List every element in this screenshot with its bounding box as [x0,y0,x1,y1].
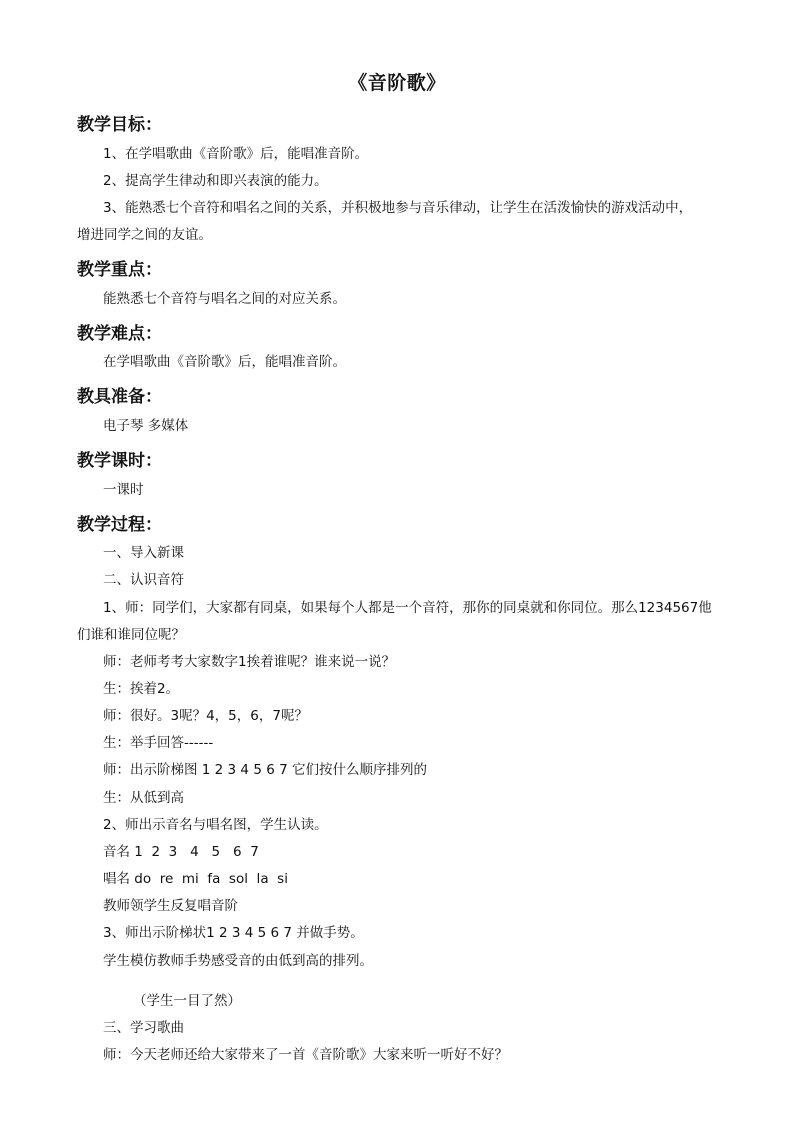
process-line: 三、学习歌曲 [103,1020,184,1036]
process-line: 生：举手回答------ [103,735,214,751]
difficulties-text: 在学唱歌曲《音阶歌》后，能唱准音阶。 [103,354,346,370]
goal-item-3: 3、能熟悉七个音符和唱名之间的关系，并积极地参与音乐律动，让学生在活泼愉快的游戏活动中， [103,200,693,216]
process-line: 3、师出示阶梯状1 2 3 4 5 6 7 并做手势。 [103,925,364,941]
process-heading: 教学过程： [77,515,162,535]
tools-heading: 教具准备： [77,387,162,407]
document-title: 《音阶歌》 [348,72,446,94]
process-line: 们谁和谁同位呢？ [77,627,185,643]
process-line: 二、认识音符 [103,572,184,588]
difficulties-heading: 教学难点： [77,324,162,344]
goal-item-2: 2、提高学生律动和即兴表演的能力。 [103,173,328,189]
process-line: 2、师出示音名与唱名图，学生认读。 [103,817,328,833]
goals-heading: 教学目标： [77,115,162,135]
process-line: 一、导入新课 [103,545,184,561]
process-line: 学生模仿教师手势感受音的由低到高的排列。 [103,953,373,969]
process-line: 师：出示阶梯图 1 2 3 4 5 6 7 它们按什么顺序排列的 [103,762,427,778]
process-line: 生：从低到高 [103,790,184,806]
process-line: 1、师：同学们，大家都有同桌，如果每个人都是一个音符，那你的同桌就和你同位。那么1234567他 [103,600,712,616]
process-line: 师：很好。3呢？4，5，6，7呢？ [103,708,308,724]
process-line: 生：挨着2。 [103,681,180,697]
key-points-text: 能熟悉七个音符与唱名之间的对应关系。 [103,291,346,307]
process-line: 师：今天老师还给大家带来了一首《音阶歌》大家来听一听好不好？ [103,1047,508,1063]
process-line: 师：老师考考大家数字1挨着谁呢？谁来说一说？ [103,654,396,670]
goal-item-3-continued: 增进同学之间的友谊。 [77,227,212,243]
key-points-heading: 教学重点： [77,260,162,280]
goal-item-1: 1、在学唱歌曲《音阶歌》后，能唱准音阶。 [103,146,369,162]
solfege-row: 唱名 do re mi fa sol la si [103,871,288,887]
tools-text: 电子琴 多媒体 [103,418,189,434]
process-line: 教师领学生反复唱音阶 [103,898,238,914]
process-line: （学生一目了然） [133,993,241,1009]
note-names-row: 音名 1 2 3 4 5 6 7 [103,844,259,860]
hours-text: 一课时 [103,482,144,498]
hours-heading: 教学课时： [77,451,162,471]
